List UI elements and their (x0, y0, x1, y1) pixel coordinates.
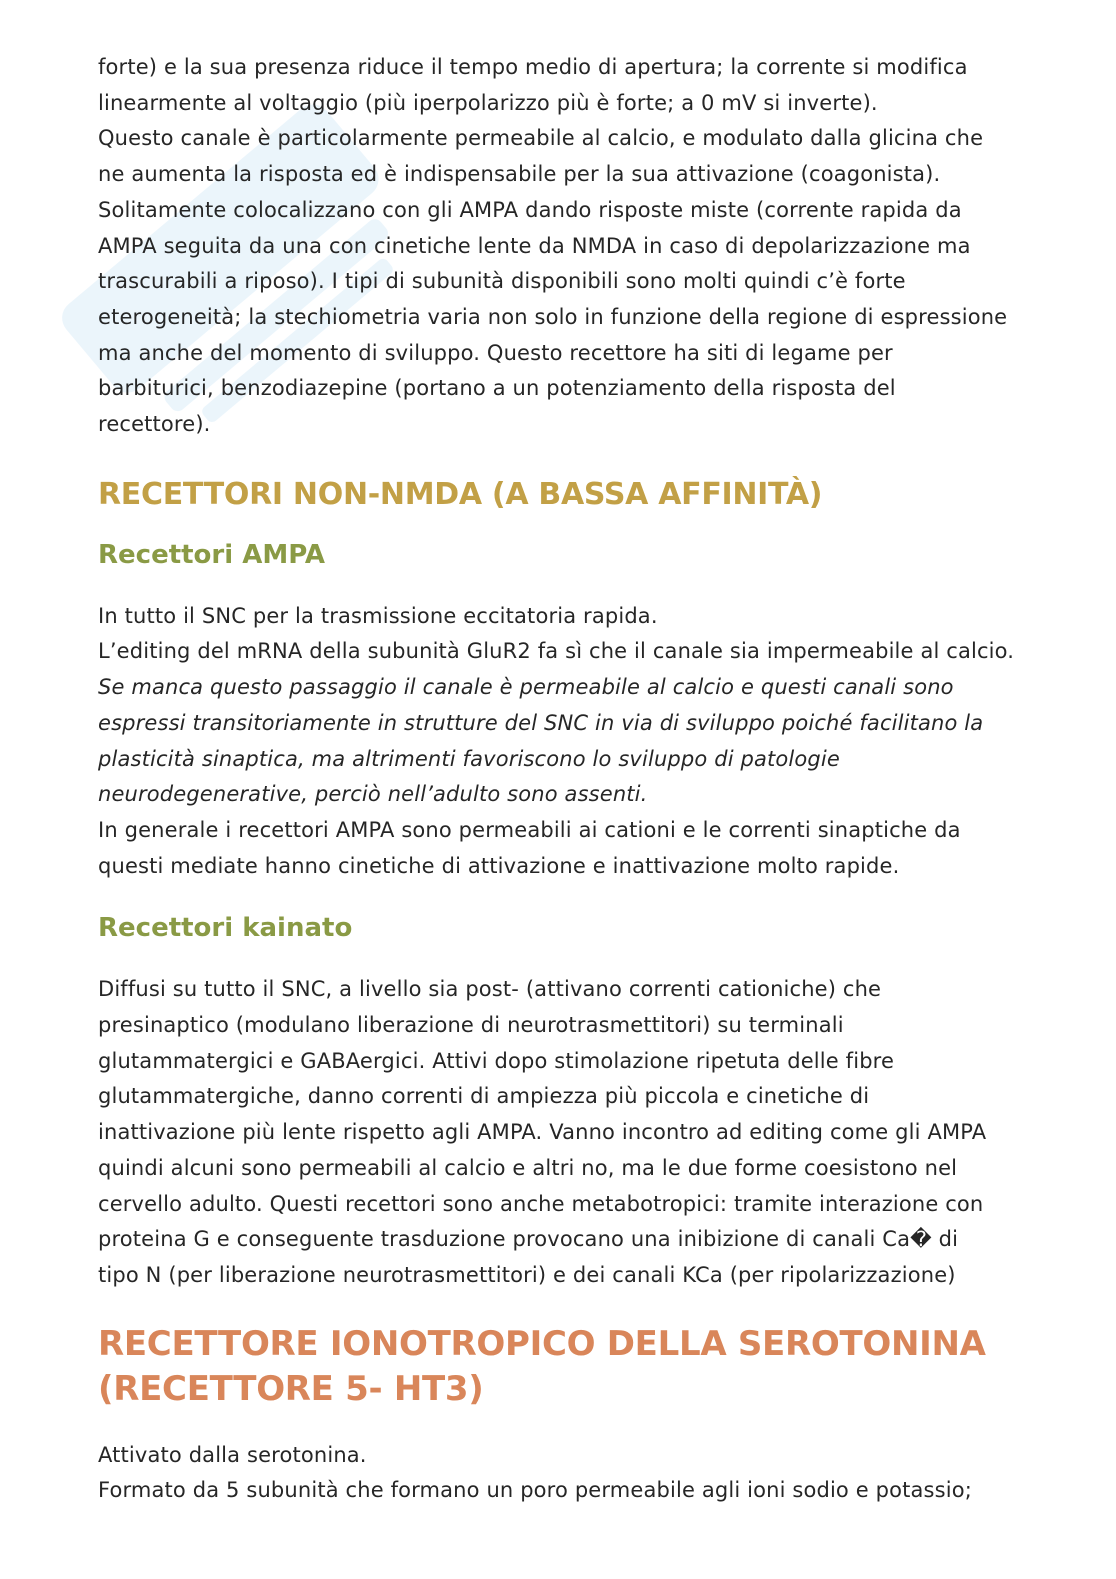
paragraph-line: trascurabili a riposo). I tipi di subunità disponibili sono molti quindi c’è forte (98, 269, 906, 294)
paragraph-line: proteina G e conseguente trasduzione provocano una inibizione di canali Ca� di (98, 1227, 959, 1252)
paragraph-line: ma anche del momento di sviluppo. Questo recettore ha siti di legame per (98, 340, 893, 365)
subheading-kainato: Recettori kainato (98, 913, 353, 944)
paragraph-line: Diffusi su tutto il SNC, a livello sia post- (attivano correnti cationiche) che (98, 977, 882, 1002)
paragraph-line: Solitamente colocalizzano con gli AMPA dando risposte miste (corrente rapida da (98, 197, 962, 222)
italic-line: plasticità sinaptica, ma altrimenti favoriscono lo sviluppo di patologie (98, 746, 840, 771)
paragraph-line: cervello adulto. Questi recettori sono anche metabotropici: tramite interazione con (98, 1191, 984, 1216)
kainato-section (98, 972, 1053, 1293)
paragraph-line: quindi alcuni sono permeabili al calcio e altri no, ma le due forme coesistono nel (98, 1155, 958, 1180)
heading-serotonina (98, 1322, 1053, 1412)
italic-line: espressi transitoriamente in strutture del SNC in via di sviluppo poiché facilitano la (98, 710, 984, 735)
paragraph-line: ne aumenta la risposta ed è indispensabile per la sua attivazione (coagonista). (98, 162, 941, 187)
paragraph-line: tipo N (per liberazione neurotrasmettitori) e dei canali KCa (per ripolarizzazione) (98, 1262, 956, 1287)
heading-non-nmda: RECETTORI NON-NMDA (A BASSA AFFINITÀ) (98, 476, 823, 512)
paragraph-line: barbiturici, benzodiazepine (portano a un potenziamento della risposta del (98, 376, 896, 401)
paragraph-line: glutammatergici e GABAergici. Attivi dopo stimolazione ripetuta delle fibre (98, 1048, 895, 1073)
paragraph-line: L’editing del mRNA della subunità GluR2 fa sì che il canale sia impermeabile al calcio. (98, 639, 1015, 664)
paragraph-line: recettore). (98, 412, 211, 437)
subheading-ampa: Recettori AMPA (98, 539, 325, 570)
paragraph-line: eterogeneità; la stechiometria varia non solo in funzione della regione di espressione (98, 304, 1008, 329)
heading-line: RECETTORE IONOTROPICO DELLA SEROTONINA (98, 1323, 986, 1364)
paragraph-line: Attivato dalla serotonina. (98, 1442, 367, 1467)
paragraph-line: questi mediate hanno cinetiche di attivazione e inattivazione molto rapide. (98, 853, 900, 878)
paragraph-line: In generale i recettori AMPA sono permeabili ai cationi e le correnti sinaptiche da (98, 817, 961, 842)
serotonina-section (98, 1438, 1053, 1509)
italic-line: neurodegenerative, perciò nell’adulto sono assenti. (98, 782, 648, 807)
paragraph-line: In tutto il SNC per la trasmissione eccitatoria rapida. (98, 603, 658, 628)
paragraph-line: glutammatergiche, danno correnti di ampiezza più piccola e cinetiche di (98, 1084, 870, 1109)
ampa-section (98, 599, 1053, 885)
heading-line: (RECETTORE 5- HT3) (98, 1368, 484, 1409)
paragraph-line: Formato da 5 subunità che formano un poro permeabile agli ioni sodio e potassio; (98, 1478, 972, 1503)
document-page (98, 50, 1053, 1509)
paragraph-line: Questo canale è particolarmente permeabile al calcio, e modulato dalla glicina che (98, 126, 984, 151)
intro-section (98, 50, 1053, 443)
italic-line: Se manca questo passaggio il canale è permeabile al calcio e questi canali sono (98, 675, 954, 700)
paragraph-line: presinaptico (modulano liberazione di neurotrasmettitori) su terminali (98, 1013, 844, 1038)
paragraph-line: linearmente al voltaggio (più iperpolarizzo più è forte; a 0 mV si inverte). (98, 90, 878, 115)
paragraph-line: forte) e la sua presenza riduce il tempo medio di apertura; la corrente si modifica (98, 55, 968, 79)
paragraph-line: inattivazione più lente rispetto agli AMPA. Vanno incontro ad editing come gli AMPA (98, 1120, 987, 1145)
paragraph-line: AMPA seguita da una con cinetiche lente da NMDA in caso di depolarizzazione ma (98, 233, 971, 258)
